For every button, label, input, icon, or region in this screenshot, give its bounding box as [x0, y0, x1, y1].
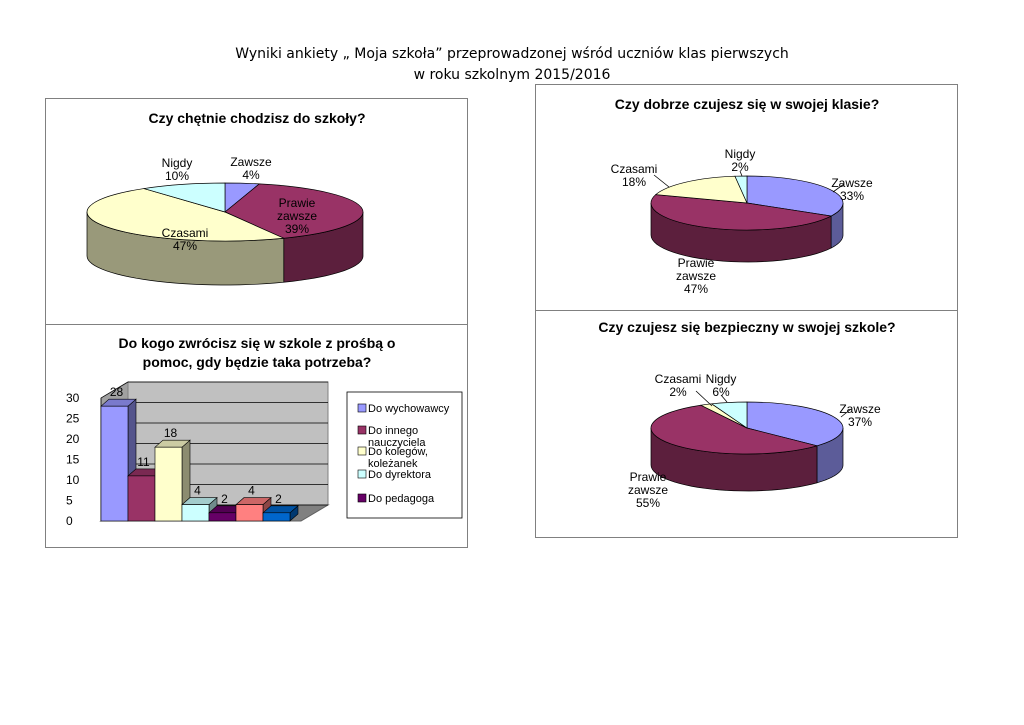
- chart-title: Do kogo zwrócisz się w szkole z prośbą o pomoc, gdy będzie taka potrzeba?: [118, 335, 396, 370]
- pie-chart-safety: [536, 311, 959, 539]
- legend-label: Do dyrektora: [368, 469, 431, 481]
- bar: [155, 447, 182, 521]
- y-tick-label: 30: [66, 391, 80, 405]
- bar: [263, 513, 290, 521]
- page-title-line1: Wyniki ankiety „ Moja szkoła” przeprowadzonej wśród uczniów klas pierwszych: [235, 46, 789, 62]
- page-title-line2: w roku szkolnym 2015/2016: [413, 67, 611, 83]
- y-tick-label: 20: [66, 432, 80, 446]
- chart-title: Czy dobrze czujesz się w swojej klasie?: [614, 96, 880, 112]
- pie-chart-attendance: [46, 99, 469, 326]
- legend-label: Do innego nauczyciela: [368, 425, 426, 449]
- legend-label: Do pedagoga: [368, 493, 435, 505]
- bar-chart-help: [46, 325, 469, 549]
- chart-panel-help: [45, 324, 468, 548]
- data-label-nigdy: Nigdy 6%: [705, 372, 737, 399]
- bar: [128, 476, 155, 521]
- legend-swatch: [358, 426, 366, 434]
- y-tick-label: 0: [66, 514, 73, 528]
- chart-title: Czy chętnie chodzisz do szkoły?: [148, 110, 366, 126]
- bar: [236, 505, 263, 521]
- data-label-prawie: Prawie zawsze 47%: [675, 256, 717, 296]
- bar-value-label: 28: [109, 385, 124, 400]
- data-label-prawie: Prawie zawsze 39%: [276, 196, 318, 236]
- data-label-zawsze: Zawsze 33%: [831, 176, 873, 203]
- chart-panel-class: [535, 84, 958, 311]
- leader-line-czasami: [696, 391, 712, 406]
- y-tick-label: 15: [66, 452, 80, 467]
- chart-panel-attendance: [45, 98, 468, 325]
- y-tick-label: 25: [66, 411, 80, 426]
- bar-value-label: 4: [248, 483, 255, 498]
- pie-chart-class: [536, 85, 959, 312]
- bar: [209, 513, 236, 521]
- bar-value-label: 4: [194, 483, 201, 498]
- data-label-zawsze: Zawsze 4%: [230, 155, 272, 182]
- chart-panel-safety: [535, 310, 958, 538]
- bar-value-label: 2: [221, 491, 228, 506]
- bar: [182, 505, 209, 521]
- legend-label: Do kolegów, koleżanek: [368, 446, 428, 470]
- legend-swatch: [358, 447, 366, 455]
- legend-swatch: [358, 470, 366, 478]
- bar-value-label: 18: [163, 426, 178, 441]
- bar-value-label: 2: [275, 491, 282, 506]
- bar: [101, 406, 128, 521]
- data-label-czasami: Czasami 2%: [654, 372, 702, 399]
- y-tick-label: 5: [66, 493, 73, 508]
- y-tick-label: 10: [66, 473, 80, 487]
- data-label-nigdy: Nigdy 10%: [161, 156, 193, 183]
- legend-swatch: [358, 404, 366, 412]
- legend-swatch: [358, 494, 366, 502]
- data-label-prawie: Prawie zawsze 55%: [627, 470, 669, 510]
- legend-label: Do wychowawcy: [368, 403, 450, 415]
- data-label-czasami: Czasami 47%: [161, 226, 209, 253]
- data-label-zawsze: Zawsze 37%: [839, 402, 881, 429]
- leader-line-czasami: [654, 175, 669, 187]
- chart-title: Czy czujesz się bezpieczny w swojej szkole?: [598, 319, 896, 335]
- bar-value-label: 11: [137, 454, 150, 469]
- data-label-czasami: Czasami 18%: [610, 162, 658, 189]
- data-label-nigdy: Nigdy 2%: [724, 147, 756, 174]
